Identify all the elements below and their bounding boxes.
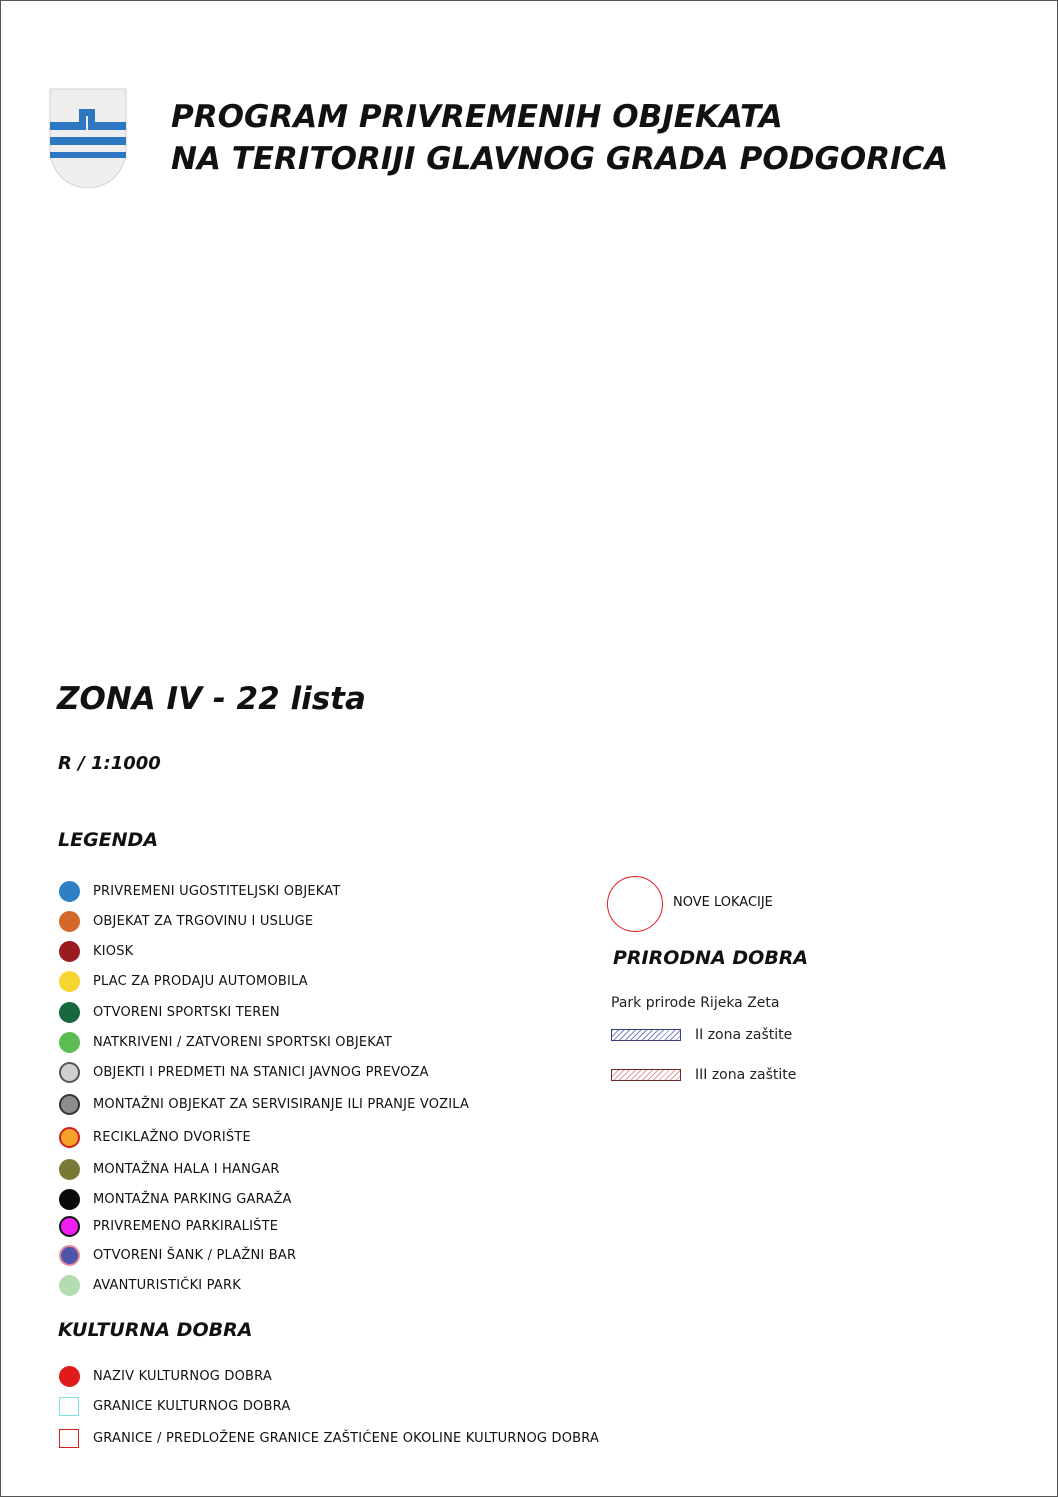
legend-item xyxy=(56,878,341,904)
cultural-heritage-item xyxy=(56,1425,599,1451)
legend-item xyxy=(56,999,280,1025)
hatched-zone-swatch-icon xyxy=(611,1029,681,1041)
legend-item xyxy=(56,1091,469,1117)
legend-item-label: PLAC ZA PRODAJU AUTOMOBILA xyxy=(93,973,308,989)
boundary-square-icon xyxy=(59,1429,79,1448)
cultural-heritage-label: GRANICE / PREDLOŽENE GRANICE ZAŠTIĆENE OKOLINE KULTURNOG DOBRA xyxy=(93,1430,600,1446)
legend-item-label: MONTAŽNA HALA I HANGAR xyxy=(93,1161,280,1177)
legend-item xyxy=(56,1124,251,1150)
cultural-heritage-item xyxy=(56,1363,272,1389)
map-scale: R / 1:1000 xyxy=(58,753,161,774)
title-line-2: NA TERITORIJI GLAVNOG GRADA PODGORICA xyxy=(171,141,949,177)
cultural-heritage-label: GRANICE KULTURNOG DOBRA xyxy=(93,1398,291,1414)
new-location-circle-icon xyxy=(607,876,663,932)
legend-marker-icon xyxy=(59,911,80,932)
legend-item xyxy=(56,1029,392,1055)
legend-marker-icon xyxy=(59,1127,80,1148)
legend-marker-icon xyxy=(59,1062,80,1083)
legend-item-label: OTVORENI ŠANK / PLAŽNI BAR xyxy=(93,1247,297,1263)
legend-item-label: OTVORENI SPORTSKI TEREN xyxy=(93,1004,280,1020)
legend-item xyxy=(56,1213,278,1239)
legend-marker-icon xyxy=(59,971,80,992)
boundary-square-icon xyxy=(59,1397,79,1416)
protection-zone-item xyxy=(611,1025,792,1045)
natural-heritage-heading: PRIRODNA DOBRA xyxy=(613,947,809,969)
legend-item-label: AVANTURISTIČKI PARK xyxy=(93,1277,241,1293)
cultural-heritage-label: NAZIV KULTURNOG DOBRA xyxy=(93,1368,272,1384)
legend-marker-icon xyxy=(59,941,80,962)
legend-heading: LEGENDA xyxy=(58,829,159,851)
document-title xyxy=(171,96,948,180)
new-location-label: NOVE LOKACIJE xyxy=(673,895,773,910)
park-name: Park prirode Rijeka Zeta xyxy=(611,995,780,1011)
legend-marker-icon xyxy=(59,1032,80,1053)
legend-marker-icon xyxy=(59,881,80,902)
legend-item xyxy=(56,1156,280,1182)
coat-of-arms-logo xyxy=(49,88,127,188)
cultural-heritage-circle-icon xyxy=(59,1366,80,1387)
protection-zone-item xyxy=(611,1065,796,1085)
hatched-zone-swatch-icon xyxy=(611,1069,681,1081)
zone-sheet-title: ZONA IV - 22 lista xyxy=(57,681,366,717)
legend-marker-icon xyxy=(59,1216,80,1237)
protection-zone-label: III zona zaštite xyxy=(695,1067,797,1083)
legend-marker-icon xyxy=(59,1094,80,1115)
legend-item-label: PRIVREMENI UGOSTITELJSKI OBJEKAT xyxy=(93,883,341,899)
legend-item-label: OBJEKAT ZA TRGOVINU I USLUGE xyxy=(93,913,314,929)
legend-item xyxy=(56,1242,296,1268)
legend-item-label: OBJEKTI I PREDMETI NA STANICI JAVNOG PREVOZA xyxy=(93,1064,429,1080)
legend-item-label: NATKRIVENI / ZATVORENI SPORTSKI OBJEKAT xyxy=(93,1034,393,1050)
legend-item xyxy=(56,1272,241,1298)
cultural-heritage-item xyxy=(56,1393,290,1419)
legend-marker-icon xyxy=(59,1245,80,1266)
legend-marker-icon xyxy=(59,1189,80,1210)
legend-item-label: MONTAŽNI OBJEKAT ZA SERVISIRANJE ILI PRANJE VOZILA xyxy=(93,1096,470,1112)
legend-item-label: MONTAŽNA PARKING GARAŽA xyxy=(93,1191,292,1207)
legend-marker-icon xyxy=(59,1002,80,1023)
legend-marker-icon xyxy=(59,1159,80,1180)
legend-item xyxy=(56,908,313,934)
legend-item-label: KIOSK xyxy=(93,943,134,959)
legend-item xyxy=(56,968,308,994)
legend-item xyxy=(56,938,133,964)
legend-item xyxy=(56,1059,429,1085)
title-line-1: PROGRAM PRIVREMENIH OBJEKATA xyxy=(171,99,783,135)
legend-item-label: RECIKLAŽNO DVORIŠTE xyxy=(93,1129,251,1145)
cultural-heritage-heading: KULTURNA DOBRA xyxy=(58,1319,253,1341)
legend-item xyxy=(56,1186,292,1212)
legend-item-label: PRIVREMENO PARKIRALIŠTE xyxy=(93,1218,279,1234)
protection-zone-label: II zona zaštite xyxy=(695,1027,793,1043)
legend-marker-icon xyxy=(59,1275,80,1296)
